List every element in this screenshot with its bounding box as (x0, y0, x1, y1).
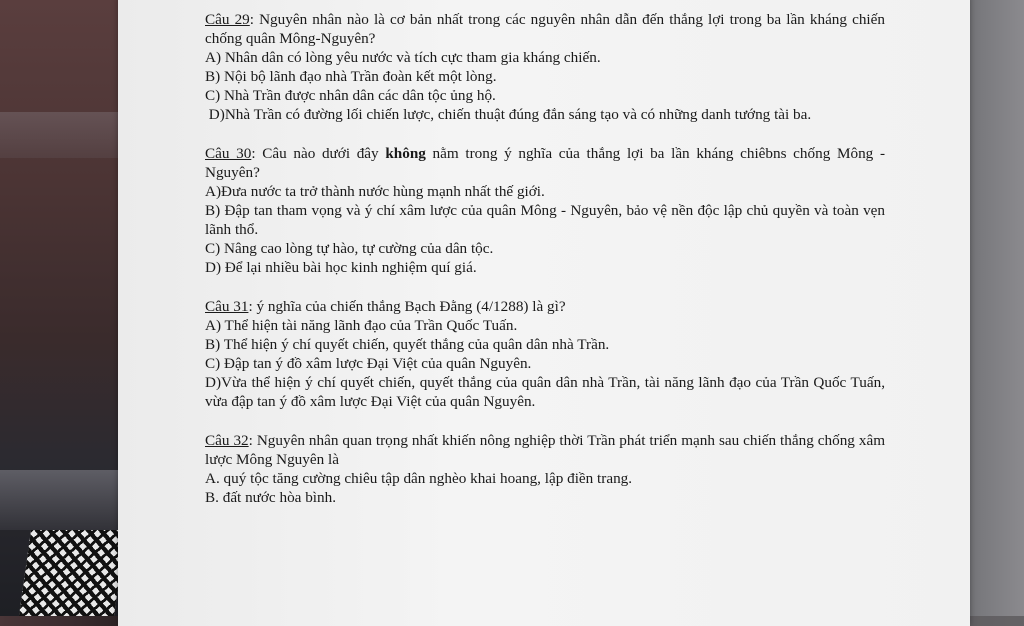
question-31 (205, 297, 885, 411)
option-d: D)Nhà Trần có đường lối chiến lược, chiến thuật đúng đắn sáng tạo và có những danh tướng tài ba. (205, 106, 812, 123)
question-stem: : Nguyên nhân quan trọng nhất khiến nông nghiệp thời Trần phát triển mạnh sau chiến thắng chống xâm lược Mông Nguyên là (205, 432, 886, 468)
question-stem-after: nằm trong ý nghĩa của thắng lợi ba lần kháng chiêbns chống Mông - Nguyên? (205, 145, 889, 181)
document-content (205, 10, 889, 527)
option-d: D)Vừa thể hiện ý chí quyết chiến, quyết thắng của quân dân nhà Trần, tài năng lãnh đạo của Trần Quốc Tuấn, vừa đập tan ý đồ xâm lược Đại Việt của quân Nguyên. (205, 374, 885, 410)
background-stripe (0, 112, 130, 158)
option-b: B. đất nước hòa bình. (205, 489, 336, 506)
question-stem: : Nguyên nhân nào là cơ bản nhất trong các nguyên nhân dẫn đến thắng lợi trong ba lần kháng chiến chống quân Mông-Nguyên? (205, 11, 885, 47)
question-text (205, 431, 885, 469)
option-b: B) Thể hiện ý chí quyết chiến, quyết thắng của quân dân nhà Trần. (205, 336, 610, 353)
question-label: Câu 29 (205, 11, 250, 28)
option-a: A) Thể hiện tài năng lãnh đạo của Trần Quốc Tuấn. (205, 317, 518, 334)
question-32 (205, 431, 885, 507)
question-label: Câu 30 (205, 145, 252, 162)
question-stem: : ý nghĩa của chiến thắng Bạch Đằng (4/1288) là gì? (248, 298, 566, 315)
question-emphasis: không (385, 145, 426, 162)
option-d: D) Để lại nhiều bài học kinh nghiệm quí giá. (205, 259, 477, 276)
question-text (205, 144, 889, 182)
background-stripe (0, 470, 130, 530)
option-b: B) Đập tan tham vọng và ý chí xâm lược của quân Mông - Nguyên, bảo vệ nền độc lập chủ quyền và toàn vẹn lãnh thổ. (205, 202, 885, 238)
option-c: C) Nhà Trần được nhân dân các dân tộc ủng hộ. (205, 87, 496, 104)
houndstooth-fabric (19, 530, 126, 616)
question-text (205, 10, 885, 48)
question-label: Câu 32 (205, 432, 249, 449)
question-29 (205, 10, 885, 124)
question-30 (205, 144, 889, 277)
option-a: A)Đưa nước ta trở thành nước hùng mạnh nhất thế giới. (205, 183, 545, 200)
question-stem-before: : Câu nào dưới đây (251, 145, 386, 162)
question-label: Câu 31 (205, 298, 249, 315)
option-a: A) Nhân dân có lòng yêu nước và tích cực tham gia kháng chiến. (205, 49, 601, 66)
option-c: C) Đập tan ý đồ xâm lược Đại Việt của quân Nguyên. (205, 355, 532, 372)
option-b: B) Nội bộ lãnh đạo nhà Trần đoàn kết một lòng. (205, 68, 497, 85)
option-c: C) Nâng cao lòng tự hào, tự cường của dân tộc. (205, 240, 494, 257)
option-a: A. quý tộc tăng cường chiêu tập dân nghèo khai hoang, lập điền trang. (205, 470, 633, 487)
question-text (205, 297, 885, 316)
